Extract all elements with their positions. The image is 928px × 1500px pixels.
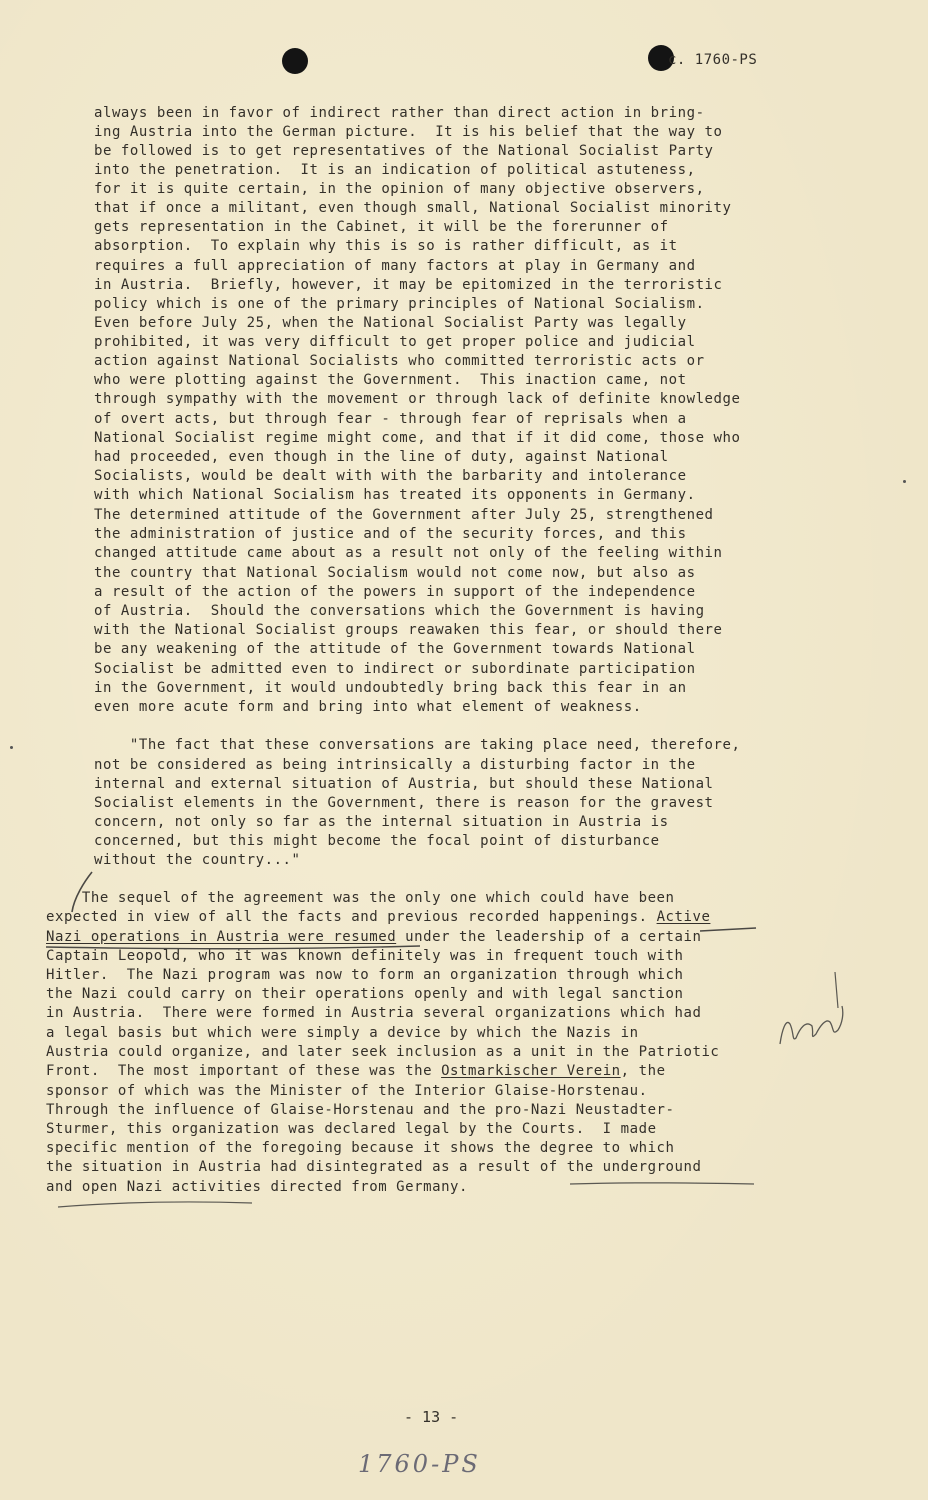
text-line: policy which is one of the primary principles of National Socialism. <box>94 296 705 312</box>
text-line: "The fact that these conversations are taking place need, therefore, <box>94 737 741 753</box>
text-line: a legal basis but which were simply a device by which the Nazis in <box>46 1025 639 1041</box>
text-line: in Austria. There were formed in Austria several organizations which had <box>46 1005 702 1021</box>
text-line: through sympathy with the movement or through lack of definite knowledge <box>94 391 741 407</box>
text-line: with the National Socialist groups reawaken this fear, or should there <box>94 622 723 638</box>
text-line: for it is quite certain, in the opinion of many objective observers, <box>94 181 705 197</box>
text-span: , the <box>620 1063 666 1079</box>
text-line <box>46 928 701 947</box>
text-line <box>46 908 710 927</box>
text-line: that if once a militant, even though small, National Socialist minority <box>94 200 732 216</box>
scan-speck <box>10 746 13 749</box>
text-line: specific mention of the foregoing because it shows the degree to which <box>46 1140 675 1156</box>
text-line: in Austria. Briefly, however, it may be epitomized in the terroristic <box>94 277 723 293</box>
underlined-text: Active <box>656 909 711 925</box>
text-line: Sturmer, this organization was declared legal by the Courts. I made <box>46 1121 657 1137</box>
text-line: the country that National Socialism would not come now, but also as <box>94 565 696 581</box>
text-span: under the leadership of a certain <box>396 929 702 945</box>
text-line: Captain Leopold, who it was known definitely was in frequent touch with <box>46 948 684 964</box>
text-line: changed attitude came about as a result not only of the feeling within <box>94 545 723 561</box>
underlined-text: Nazi operations in Austria were resumed <box>46 929 397 945</box>
text-line: Even before July 25, when the National Socialist Party was legally <box>94 315 687 331</box>
text-line: internal and external situation of Austria, but should these National <box>94 776 714 792</box>
text-line: who were plotting against the Government. This inaction came, not <box>94 372 687 388</box>
text-line: the Nazi could carry on their operations openly and with legal sanction <box>46 986 684 1002</box>
pencil-underline <box>570 1183 754 1184</box>
document-number: c. 1760-PS <box>668 52 758 68</box>
text-line: The sequel of the agreement was the only one which could have been <box>46 890 675 906</box>
text-line: be followed is to get representatives of the National Socialist Party <box>94 143 714 159</box>
text-line: prohibited, it was very difficult to get proper police and judicial <box>94 334 696 350</box>
text-line: the situation in Austria had disintegrated as a result of the underground <box>46 1159 702 1175</box>
text-line: always been in favor of indirect rather than direct action in bring- <box>94 105 705 121</box>
text-line: in the Government, it would undoubtedly bring back this fear in an <box>94 680 687 696</box>
pencil-underline <box>58 1202 252 1207</box>
text-line: had proceeded, even though in the line of duty, against National <box>94 449 669 465</box>
text-span: expected in view of all the facts and previous recorded happenings. <box>46 909 648 925</box>
margin-handwriting <box>780 1006 843 1044</box>
margin-mark <box>835 972 838 1008</box>
text-line: The determined attitude of the Government after July 25, strengthened <box>94 507 714 523</box>
text-line: Austria could organize, and later seek inclusion as a unit in the Patriotic <box>46 1044 720 1060</box>
underlined-text: Ostmarkischer Verein <box>441 1063 621 1079</box>
text-line: of Austria. Should the conversations which the Government is having <box>94 603 705 619</box>
text-line: concerned, but this might become the focal point of disturbance <box>94 833 660 849</box>
text-line: with which National Socialism has treated its opponents in Germany. <box>94 487 696 503</box>
pencil-underline <box>700 928 756 931</box>
text-line: a result of the action of the powers in support of the independence <box>94 584 696 600</box>
text-line: National Socialist regime might come, and that if it did come, those who <box>94 430 741 446</box>
text-span: Front. The most important of these was the <box>46 1063 442 1079</box>
text-line: without the country..." <box>94 852 301 868</box>
text-line: concern, not only so far as the internal situation in Austria is <box>94 814 669 830</box>
text-line: Socialist elements in the Government, there is reason for the gravest <box>94 795 714 811</box>
text-line: not be considered as being intrinsically a disturbing factor in the <box>94 757 696 773</box>
text-line <box>46 1062 666 1081</box>
text-line: and open Nazi activities directed from Germany. <box>46 1179 468 1195</box>
text-line: of overt acts, but through fear - through fear of reprisals when a <box>94 411 687 427</box>
text-line: the administration of justice and of the security forces, and this <box>94 526 687 542</box>
text-line: Socialist be admitted even to indirect or subordinate participation <box>94 661 696 677</box>
text-line: Through the influence of Glaise-Horstenau and the pro-Nazi Neustadter- <box>46 1102 675 1118</box>
text-line: ing Austria into the German picture. It is his belief that the way to <box>94 124 723 140</box>
text-line: gets representation in the Cabinet, it will be the forerunner of <box>94 219 669 235</box>
punch-hole <box>282 48 308 74</box>
text-line: into the penetration. It is an indication of political astuteness, <box>94 162 696 178</box>
text-line: sponsor of which was the Minister of the Interior Glaise-Horstenau. <box>46 1083 648 1099</box>
scan-speck <box>903 480 906 483</box>
text-line: even more acute form and bring into what element of weakness. <box>94 699 642 715</box>
text-line: absorption. To explain why this is so is rather difficult, as it <box>94 238 678 254</box>
text-line: Socialists, would be dealt with with the barbarity and intolerance <box>94 468 687 484</box>
text-line: requires a full appreciation of many factors at play in Germany and <box>94 258 696 274</box>
text-line: Hitler. The Nazi program was now to form an organization through which <box>46 967 684 983</box>
page-number: - 13 - <box>404 1408 459 1426</box>
handwritten-doc-number: 1760-PS <box>358 1450 481 1478</box>
text-line: be any weakening of the attitude of the Government towards National <box>94 641 696 657</box>
text-line: action against National Socialists who committed terroristic acts or <box>94 353 705 369</box>
